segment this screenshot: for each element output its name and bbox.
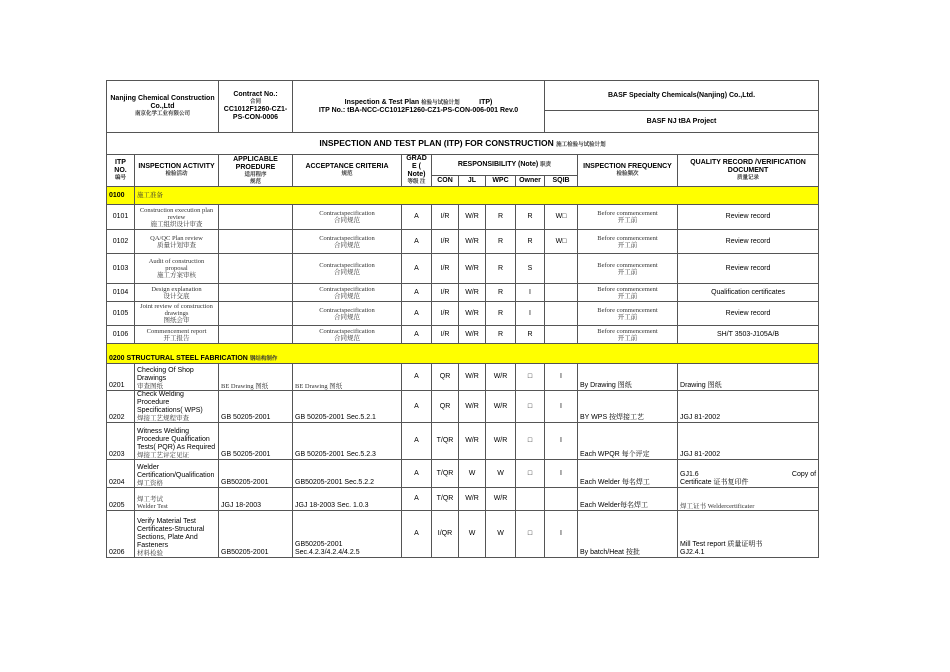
row-frequency-en: Before commencement [597, 306, 658, 314]
row-wpc: W/R [486, 391, 516, 423]
row-no: 0202 [107, 391, 135, 423]
row-activity-cn: 材料检验 [137, 550, 163, 557]
row-acceptance-en: Contractspecification [319, 327, 375, 335]
row-jl: W/R [459, 364, 486, 391]
main-title-cn: 施工检验与试验计划 [556, 141, 606, 148]
row-record-code: GJ2.4.1 [680, 549, 705, 556]
row-activity-en: Checking Of Shop Drawings [137, 367, 194, 382]
row-activity [135, 511, 219, 558]
row-con: T/QR [432, 423, 459, 460]
row-procedure [219, 254, 293, 284]
row-frequency [578, 302, 678, 326]
row-wpc: R [486, 302, 516, 326]
main-title-cell [107, 133, 819, 155]
contract-number: CC1012F1260-CZ1-PS-CON-0006 [223, 106, 288, 121]
row-owner: □ [516, 423, 545, 460]
section-name: 施工准备 [135, 187, 819, 205]
row-no: 0203 [107, 423, 135, 460]
itp-number: ITP No.: tBA-NCC-CC1012F1260-CZ1-PS-CON-006-001 Rev.0 [318, 106, 519, 114]
row-acceptance: JGJ 18-2003 Sec. 1.0.3 [293, 488, 402, 511]
col-activity-cn: 检验活动 [165, 171, 188, 177]
row-frequency: BY WPS 按焊接工艺 [578, 391, 678, 423]
contract-cell [219, 81, 293, 133]
row-wpc: R [486, 205, 516, 230]
row-activity-cn: 审查图纸 [137, 383, 163, 390]
row-grade: A [402, 364, 432, 391]
row-grade: A [402, 205, 432, 230]
row-activity-cn: 设计交底 [163, 292, 190, 300]
row-jl: W/R [459, 254, 486, 284]
row-frequency: Each WPQR 每个评定 [578, 423, 678, 460]
row-acceptance-en: Contractspecification [319, 234, 375, 242]
row-jl: W [459, 511, 486, 558]
row-sqib: I [545, 364, 578, 391]
row-activity-en: Joint review of construction drawings [140, 303, 213, 317]
row-acceptance-cn: 合同规范 [334, 241, 360, 249]
row-activity-en: Commencement report [146, 327, 207, 335]
row-record-report: Mill Test report 质量证明书 [680, 541, 763, 548]
row-acceptance: BE Drawing 图纸 [293, 364, 402, 391]
row-no: 0201 [107, 364, 135, 391]
row-procedure [219, 205, 293, 230]
row-sqib: I [545, 423, 578, 460]
row-frequency [578, 230, 678, 254]
row-activity-en: Witness Welding Procedure Qualification Tests( PQR) As Required [137, 428, 216, 451]
row-frequency: By Drawing 图纸 [578, 364, 678, 391]
row-frequency-cn: 开工前 [617, 292, 638, 300]
plan-itp: ITP) [479, 98, 493, 106]
row-grade: A [402, 254, 432, 284]
row-activity-en: Verify Material Test Certificates-Structural Sections, Plate And Fasteners [137, 518, 205, 549]
row-con: I/R [432, 326, 459, 344]
row-activity [135, 302, 219, 326]
row-record: Drawing 图纸 [678, 364, 819, 391]
row-con: QR [432, 391, 459, 423]
row-activity-cn: 质量计划审查 [157, 241, 196, 249]
row-acceptance [293, 302, 402, 326]
col-activity-label: INSPECTION ACTIVITY [138, 163, 215, 170]
row-procedure: GB 50205-2001 [219, 423, 293, 460]
row-owner [516, 488, 545, 511]
col-grade-cn: 等级 注 [407, 179, 426, 185]
col-procedure-cn2: 规范 [249, 178, 261, 185]
row-owner: R [516, 326, 545, 344]
row-jl: W/R [459, 488, 486, 511]
col-owner: Owner [516, 176, 545, 187]
row-frequency [578, 326, 678, 344]
row-record: JGJ 81-2002 [678, 391, 819, 423]
row-acceptance-cn: 合同规范 [334, 313, 360, 321]
row-activity-cn: Welder Test [137, 503, 168, 510]
row-con: I/R [432, 205, 459, 230]
row-frequency-en: Before commencement [597, 210, 658, 217]
row-con: I/R [432, 302, 459, 326]
row-record: SH/T 3503-J105A/B [678, 326, 819, 344]
row-frequency-en: Before commencement [597, 327, 658, 335]
table-row [107, 326, 819, 344]
company-cell [107, 81, 219, 133]
row-activity [135, 254, 219, 284]
row-no: 0103 [107, 254, 135, 284]
row-acceptance-cn: 合同规范 [334, 334, 360, 342]
row-sqib: W□ [545, 205, 578, 230]
project-name: BASF NJ tBA Project [545, 111, 819, 133]
row-grade: A [402, 423, 432, 460]
plan-title-cell [293, 81, 545, 133]
row-con: I/R [432, 230, 459, 254]
col-procedure [219, 155, 293, 187]
row-grade: A [402, 230, 432, 254]
row-sqib [545, 254, 578, 284]
row-acceptance: GB 50205-2001 Sec.5.2.1 [293, 391, 402, 423]
col-procedure-label: APPLICABLE PROEDURE [233, 155, 278, 171]
row-activity [135, 423, 219, 460]
row-activity-cn: 开工报告 [163, 334, 190, 342]
row-procedure [219, 302, 293, 326]
main-title: INSPECTION AND TEST PLAN (ITP) FOR CONSTRUCTION [319, 137, 554, 148]
row-frequency: Each Welder 每名焊工 [578, 460, 678, 488]
row-procedure: GB50205-2001 [219, 511, 293, 558]
row-activity [135, 460, 219, 488]
row-sqib [545, 488, 578, 511]
col-itp-no-label: ITP NO. [114, 159, 127, 174]
col-responsibility [432, 155, 578, 176]
row-sqib [545, 302, 578, 326]
table-row [107, 488, 819, 511]
row-acceptance-en: Contractspecification [319, 210, 375, 217]
table-row [107, 230, 819, 254]
section-code: 0200 [109, 355, 125, 362]
table-row [107, 284, 819, 302]
col-wpc: WPC [486, 176, 516, 187]
row-record: Review record [678, 254, 819, 284]
row-wpc: W [486, 460, 516, 488]
row-activity [135, 391, 219, 423]
table-row [107, 391, 819, 423]
row-activity-en: Construction execution plan review [139, 206, 214, 221]
row-con: I/R [432, 284, 459, 302]
row-activity [135, 326, 219, 344]
col-acceptance-label: ACCEPTANCE CRITERIA [305, 163, 389, 170]
row-record: Review record [678, 205, 819, 230]
row-sqib: I [545, 391, 578, 423]
row-jl: W/R [459, 391, 486, 423]
row-procedure [219, 326, 293, 344]
row-con: I/QR [432, 511, 459, 558]
col-frequency-label: INSPECTION FREQUENCY [583, 163, 672, 170]
client-name: BASF Specialty Chemicals(Nanjing) Co.,Ltd. [545, 81, 819, 111]
section-0200-cell [107, 344, 819, 364]
row-grade: A [402, 302, 432, 326]
row-acceptance [293, 205, 402, 230]
col-frequency [578, 155, 678, 187]
row-record-certificate: Certificate 证书复印件 [680, 479, 749, 486]
row-activity [135, 205, 219, 230]
col-activity [135, 155, 219, 187]
section-row-0100 [107, 187, 819, 205]
row-con: QR [432, 364, 459, 391]
row-owner: R [516, 230, 545, 254]
row-con: T/QR [432, 460, 459, 488]
col-frequency-cn: 检验频次 [616, 171, 639, 177]
row-activity-en: Design explanation [151, 285, 202, 293]
row-activity-en: Welder Certification/Qualification [137, 464, 215, 479]
row-no: 0104 [107, 284, 135, 302]
row-frequency-cn: 开工前 [617, 334, 638, 342]
row-sqib: I [545, 460, 578, 488]
itp-sheet [106, 80, 818, 558]
contract-label-cn: 合同 [249, 99, 261, 105]
row-wpc: W/R [486, 488, 516, 511]
row-jl: W/R [459, 423, 486, 460]
row-frequency [578, 284, 678, 302]
row-activity [135, 284, 219, 302]
table-row [107, 423, 819, 460]
row-owner: I [516, 302, 545, 326]
row-owner: □ [516, 391, 545, 423]
col-record [678, 155, 819, 187]
row-grade: A [402, 284, 432, 302]
row-no: 0205 [107, 488, 135, 511]
row-acceptance-cn: 合同规范 [334, 292, 360, 300]
row-con: I/R [432, 254, 459, 284]
row-frequency-cn: 开工前 [617, 241, 638, 249]
row-frequency-cn: 开工前 [617, 268, 638, 276]
row-no: 0102 [107, 230, 135, 254]
row-grade: A [402, 391, 432, 423]
table-row [107, 302, 819, 326]
row-wpc: W/R [486, 423, 516, 460]
row-acceptance: GB 50205-2001 Sec.5.2.3 [293, 423, 402, 460]
col-record-cn: 质量记录 [737, 175, 760, 181]
row-activity-cn: 焊工资格 [137, 480, 163, 487]
row-record [678, 460, 819, 488]
row-no: 0204 [107, 460, 135, 488]
row-wpc: R [486, 230, 516, 254]
row-acceptance: GB50205-2001 Sec.4.2.3/4.2.4/4.2.5 [293, 511, 402, 558]
row-frequency: By batch/Heat 按批 [578, 511, 678, 558]
row-acceptance-cn: 合同规范 [334, 268, 360, 276]
row-grade: A [402, 511, 432, 558]
row-wpc: R [486, 254, 516, 284]
row-activity-cn: 施工方案审核 [157, 272, 196, 279]
row-wpc: R [486, 284, 516, 302]
row-procedure [219, 284, 293, 302]
row-no: 0206 [107, 511, 135, 558]
row-jl: W/R [459, 302, 486, 326]
col-con: CON [432, 176, 459, 187]
table-row [107, 460, 819, 488]
row-record: JGJ 81-2002 [678, 423, 819, 460]
col-itp-no [107, 155, 135, 187]
contract-label: Contract No.: [233, 91, 278, 98]
row-sqib [545, 284, 578, 302]
table-row [107, 511, 819, 558]
row-owner: S [516, 254, 545, 284]
row-activity-cn: 焊接工艺评定见证 [137, 452, 189, 459]
row-procedure: GB 50205-2001 [219, 391, 293, 423]
row-activity-cn: 施工组织设计审查 [150, 220, 203, 228]
section-name: STRUCTURAL STEEL FABRICATION [126, 355, 248, 362]
table-row [107, 205, 819, 230]
col-grade [402, 155, 432, 187]
row-record: Qualification certificates [678, 284, 819, 302]
col-jl: JL [459, 176, 486, 187]
row-acceptance [293, 254, 402, 284]
row-activity-cn: 焊接工艺规程审查 [137, 415, 189, 422]
row-acceptance-en: Contractspecification [319, 285, 375, 293]
row-record-code: GJ1.6 [680, 471, 699, 478]
row-acceptance: GB50205-2001 Sec.5.2.2 [293, 460, 402, 488]
row-frequency-en: Before commencement [597, 234, 658, 242]
row-grade: A [402, 326, 432, 344]
row-wpc: W [486, 511, 516, 558]
row-record: Review record [678, 302, 819, 326]
row-con: T/QR [432, 488, 459, 511]
table-row [107, 254, 819, 284]
plan-title: Inspection & Test Plan [344, 98, 420, 106]
row-jl: W [459, 460, 486, 488]
row-acceptance [293, 230, 402, 254]
row-jl: W/R [459, 205, 486, 230]
company-name-cn: 南京化学工业有限公司 [134, 111, 190, 117]
row-procedure [219, 230, 293, 254]
row-frequency-en: Before commencement [597, 285, 658, 293]
row-activity [135, 364, 219, 391]
col-record-label: QUALITY RECORD /VERIFICATION DOCUMENT [690, 159, 806, 174]
row-procedure: JGJ 18-2003 [219, 488, 293, 511]
col-acceptance [293, 155, 402, 187]
row-owner: □ [516, 511, 545, 558]
row-jl: W/R [459, 230, 486, 254]
row-no: 0105 [107, 302, 135, 326]
row-acceptance [293, 326, 402, 344]
row-frequency [578, 254, 678, 284]
row-frequency-cn: 开工前 [617, 313, 638, 321]
table-row [107, 364, 819, 391]
row-activity [135, 488, 219, 511]
row-grade: A [402, 488, 432, 511]
itp-table [106, 80, 819, 558]
row-owner: R [516, 205, 545, 230]
row-wpc: W/R [486, 364, 516, 391]
section-code: 0100 [107, 187, 135, 205]
row-activity-en: Check Welding Procedure Specifications( WPS) [137, 391, 203, 414]
row-grade: A [402, 460, 432, 488]
section-name-cn: 钢结构制作 [249, 356, 278, 362]
row-frequency: Each Welder每名焊工 [578, 488, 678, 511]
row-record [678, 511, 819, 558]
row-acceptance-en: Contractspecification [319, 306, 375, 314]
row-frequency [578, 205, 678, 230]
col-responsibility-label: RESPONSIBILITY (Note) [457, 161, 539, 169]
row-sqib: W□ [545, 230, 578, 254]
plan-title-cn: 检验与试验计划 [421, 99, 460, 106]
row-owner: I [516, 284, 545, 302]
row-record-copy: Copy of [791, 471, 817, 478]
row-sqib [545, 326, 578, 344]
row-wpc: R [486, 326, 516, 344]
row-sqib: I [545, 511, 578, 558]
row-activity-en: QA/QC Plan review [150, 234, 203, 242]
row-no: 0101 [107, 205, 135, 230]
section-row-0200 [107, 344, 819, 364]
row-frequency-en: Before commencement [597, 261, 658, 269]
col-procedure-cn: 适用程序 [244, 171, 267, 178]
row-activity [135, 230, 219, 254]
row-activity-en: 焊工考试 [137, 496, 163, 503]
row-frequency-cn: 开工前 [617, 217, 638, 224]
col-itp-no-cn: 编号 [114, 175, 126, 181]
row-procedure: BE Drawing 图纸 [219, 364, 293, 391]
row-procedure: GB50205-2001 [219, 460, 293, 488]
row-jl: W/R [459, 326, 486, 344]
row-activity-en: Audit of construction proposal [148, 258, 205, 272]
col-sqib: SQIB [545, 176, 578, 187]
col-acceptance-cn: 规范 [341, 171, 353, 177]
company-name: Nanjing Chemical Construction Co.,Ltd [110, 95, 215, 110]
col-responsibility-cn: 职责 [540, 162, 552, 169]
row-owner: □ [516, 364, 545, 391]
row-acceptance-cn: 合同规范 [334, 217, 360, 224]
row-record: Review record [678, 230, 819, 254]
row-record: 焊工证书 Weldercertificater [678, 488, 819, 511]
row-activity-cn: 图纸会审 [163, 317, 190, 324]
row-jl: W/R [459, 284, 486, 302]
row-owner: □ [516, 460, 545, 488]
row-no: 0106 [107, 326, 135, 344]
row-acceptance [293, 284, 402, 302]
col-grade-label: GRADE ( Note) [406, 155, 427, 178]
row-acceptance-en: Contractspecification [319, 261, 375, 269]
